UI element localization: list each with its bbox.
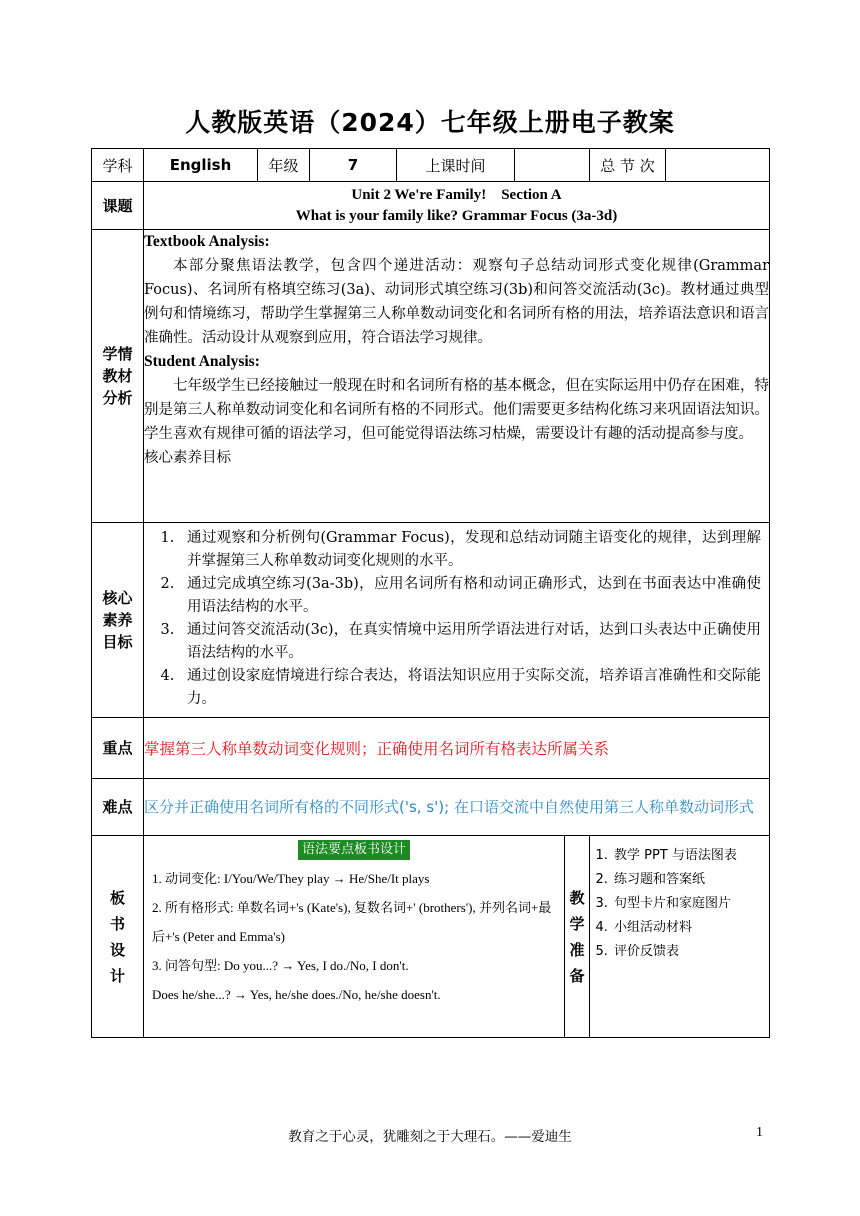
analysis-cell	[144, 230, 770, 523]
footer-quote: 教育之于心灵，犹雕刻之于大理石。——爱迪生	[288, 1129, 572, 1145]
student-analysis-heading: Student Analysis:	[144, 353, 260, 370]
board-design-tag: 语法要点板书设计	[298, 840, 410, 860]
total-lessons-value	[666, 149, 770, 182]
goal-item: 2. 通过完成填空练习(3a-3b)，应用名词所有格和动词正确形式，达到在书面表达中准确使用语法结构的水平。	[179, 573, 761, 619]
board-label	[92, 836, 144, 1038]
textbook-analysis-heading: Textbook Analysis:	[144, 233, 270, 250]
board-label-3: 设	[109, 940, 125, 959]
goals-list	[144, 523, 769, 717]
key-point-text: 掌握第三人称单数动词变化规则；正确使用名词所有格表达所属关系	[144, 718, 770, 779]
difficulty-label: 难点	[92, 779, 144, 836]
board-label-4: 计	[109, 966, 125, 985]
board-line: 3. 问答句型: Do you...? → Yes, I do./No, I don't.	[152, 958, 409, 973]
prep-label	[565, 836, 590, 1038]
total-lessons-label: 总 节 次	[590, 149, 666, 182]
textbook-analysis-text: 本部分聚焦语法教学，包含四个递进活动：观察句子总结动词形式变化规律(Grammar Focus)、名词所有格填空练习(3a)、动词形式填空练习(3b)和问答交流活动(3c)。教材通过典型例句和情境练习，帮助学生掌握第三人称单数动词变化和名词所有格的用法，培养语法意识和语言准确性。活动设计从观察到应用，符合语法学习规律。	[144, 258, 769, 346]
prep-cell	[590, 836, 770, 1038]
board-line: 2. 所有格形式: 单数名词+'s (Kate's), 复数名词+' (brothers'), 并列名词+最后+'s (Peter and Emma's)	[152, 900, 552, 944]
topic-cell	[144, 182, 770, 230]
subject-label: 学科	[92, 149, 144, 182]
prep-label-2: 学	[569, 914, 585, 933]
topic-line-1: Unit 2 We're Family! Section A	[351, 186, 562, 203]
board-label-2: 书	[109, 914, 125, 933]
goals-row	[92, 523, 770, 718]
board-line: 1. 动词变化: I/You/We/They play → He/She/It plays	[152, 871, 430, 886]
prep-label-4: 备	[569, 966, 585, 985]
analysis-label	[92, 230, 144, 523]
goals-label-3: 目标	[102, 633, 133, 651]
prep-label-1: 教	[569, 888, 585, 907]
board-line: Does he/she...? → Yes, he/she does./No, he/she doesn't.	[152, 987, 441, 1002]
goals-cell	[144, 523, 770, 718]
prep-label-3: 准	[569, 940, 585, 959]
analysis-label-1: 学情	[102, 345, 133, 363]
student-analysis-text: 七年级学生已经接触过一般现在时和名词所有格的基本概念，但在实际运用中仍存在困难，特别是第三人称单数动词变化和名词所有格的不同形式。他们需要更多结构化练习来巩固语法知识。学生喜欢有规律可循的语法学习，但可能觉得语法练习枯燥，需要设计有趣的活动提高参与度。	[144, 378, 769, 442]
subject-value: English	[144, 149, 258, 182]
page-title: 人教版英语（2024）七年级上册电子教案	[185, 108, 675, 137]
topic-label: 课题	[92, 182, 144, 230]
prep-item: 1. 教学 PPT 与语法图表	[612, 844, 763, 868]
prep-list	[590, 836, 769, 972]
goal-item: 3. 通过问答交流活动(3c)，在真实情境中运用所学语法进行对话，达到口头表达中正确使用语法结构的水平。	[179, 619, 761, 665]
page-number: 1	[756, 1125, 763, 1140]
topic-row	[92, 182, 770, 230]
analysis-trailing-text: 核心素养目标	[144, 450, 231, 466]
header-row	[92, 149, 770, 182]
class-time-label: 上课时间	[397, 149, 515, 182]
grade-label: 年级	[258, 149, 310, 182]
board-label-1: 板	[109, 888, 125, 907]
key-point-label: 重点	[92, 718, 144, 779]
class-time-value	[515, 149, 590, 182]
grade-value: 7	[310, 149, 397, 182]
prep-item: 4. 小组活动材料	[612, 916, 763, 940]
prep-item: 2. 练习题和答案纸	[612, 868, 763, 892]
goal-item: 4. 通过创设家庭情境进行综合表达，将语法知识应用于实际交流，培养语言准确性和交际能力。	[179, 665, 761, 711]
prep-item: 5. 评价反馈表	[612, 940, 763, 964]
key-point-row	[92, 718, 770, 779]
board-row	[92, 836, 770, 1038]
difficulty-text: 区分并正确使用名词所有格的不同形式('s, s'); 在口语交流中自然使用第三人称单数动词形式	[144, 779, 770, 836]
goals-label	[92, 523, 144, 718]
analysis-label-3: 分析	[102, 389, 133, 407]
analysis-label-2: 教材	[102, 367, 133, 385]
topic-line-2: What is your family like? Grammar Focus (3a-3d)	[295, 207, 618, 224]
board-cell	[144, 836, 565, 1038]
difficulty-row	[92, 779, 770, 836]
analysis-row	[92, 230, 770, 523]
goals-label-2: 素养	[102, 611, 133, 629]
lesson-plan-table	[91, 148, 770, 1038]
prep-item: 3. 句型卡片和家庭图片	[612, 892, 763, 916]
goal-item: 1. 通过观察和分析例句(Grammar Focus)，发现和总结动词随主语变化的规律，达到理解并掌握第三人称单数动词变化规则的水平。	[179, 527, 761, 573]
goals-label-1: 核心	[102, 589, 133, 607]
